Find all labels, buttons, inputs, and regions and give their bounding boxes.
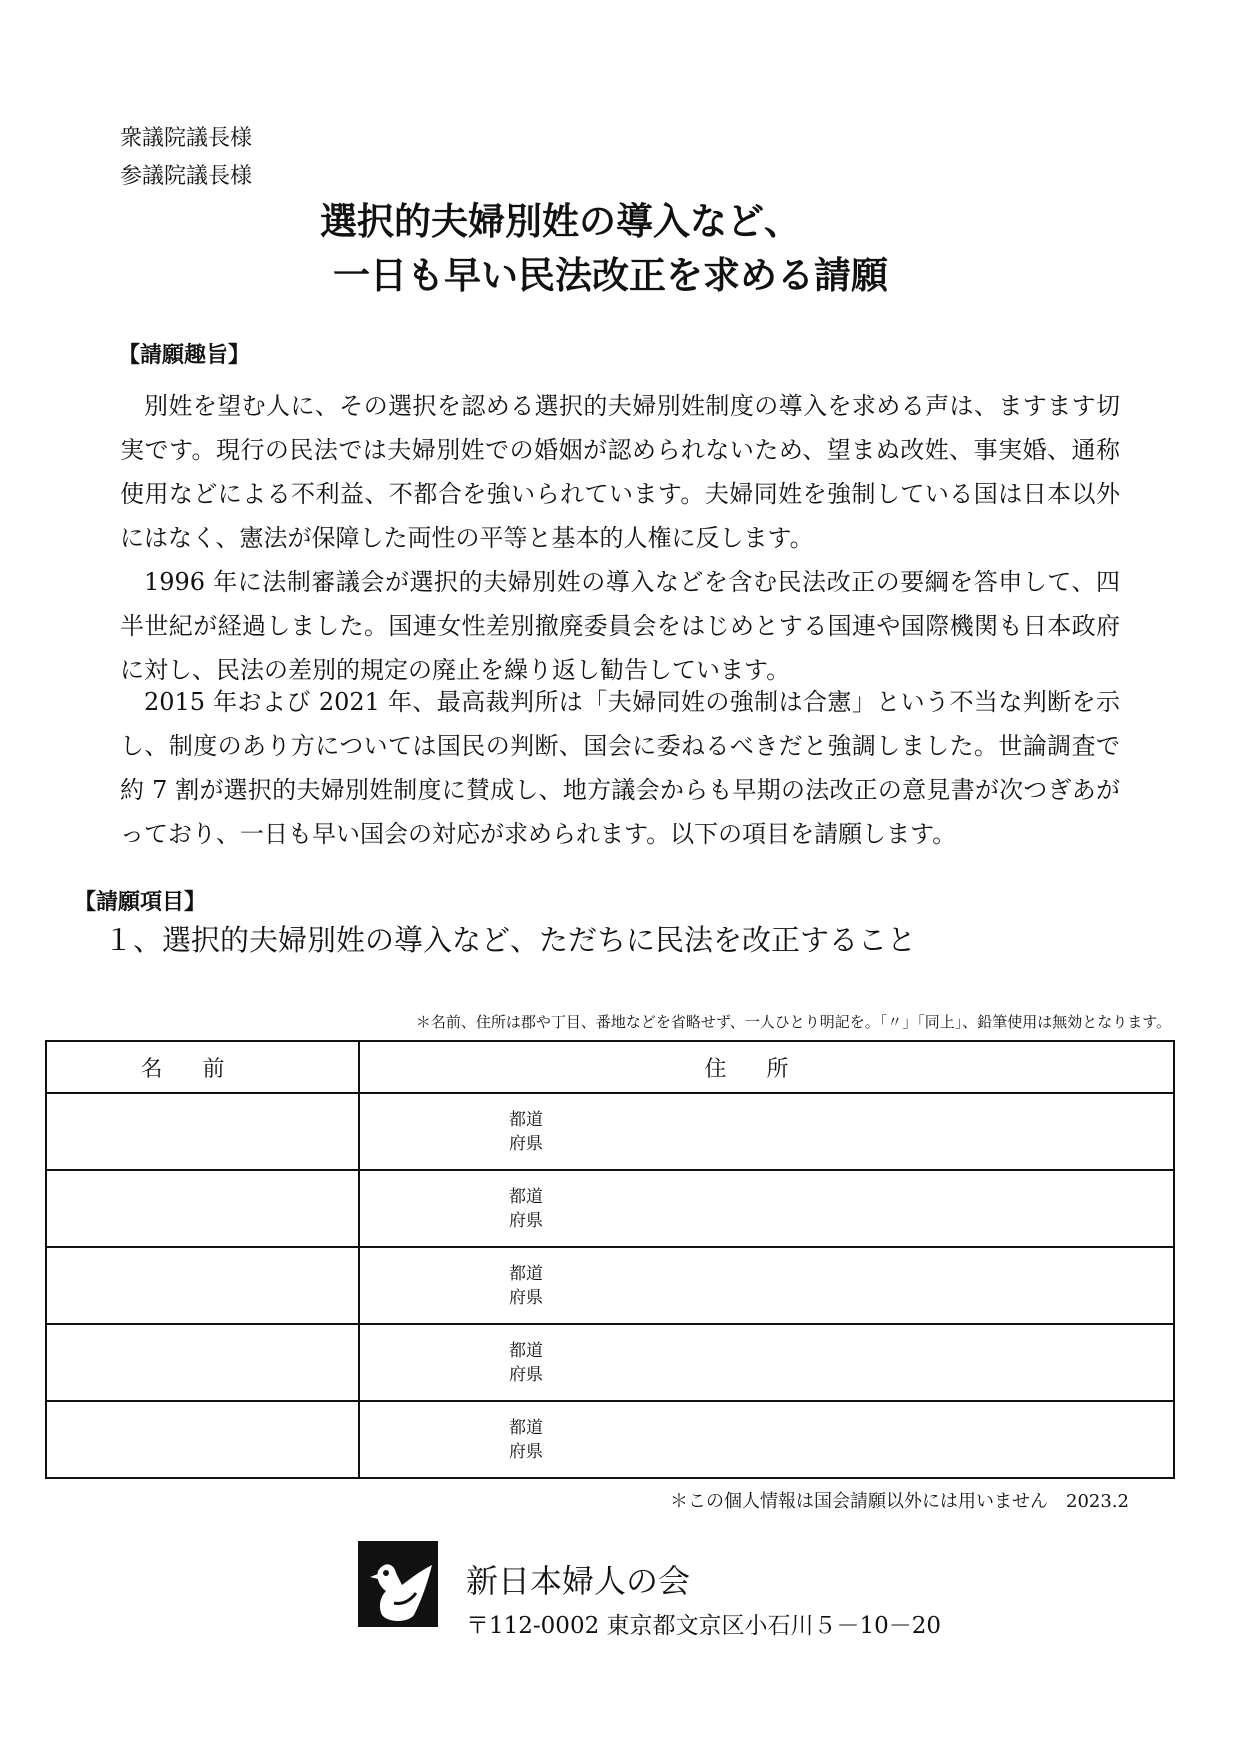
prefecture-label: 都道 府県: [509, 1109, 543, 1154]
address-cell[interactable]: [359, 1170, 1174, 1247]
name-cell[interactable]: [46, 1401, 359, 1478]
petition-item: １、選択的夫婦別姓の導入など、ただちに民法を改正すること: [104, 923, 917, 957]
addressee-house-of-councillors: 参議院議長様: [120, 164, 253, 189]
purpose-paragraph: 別姓を望む人に、その選択を認める選択的夫婦別姓制度の導入を求める声は、ますます切実です。現行の民法では夫婦別姓での婚姻が認められないため、望まぬ改姓、事実婚、通称使用などによる不利益、不都合を強いられています。夫婦同姓を強制している国は日本以外にはなく、憲法が保障した両性の平等と基本的人権に反します。: [120, 392, 1120, 552]
organization-address: 〒112-0002 東京都文京区小石川５－10－20: [466, 1613, 942, 1639]
address-cell[interactable]: [359, 1324, 1174, 1401]
address-column-header: 住所: [359, 1041, 1174, 1093]
name-cell[interactable]: [46, 1170, 359, 1247]
address-cell[interactable]: [359, 1401, 1174, 1478]
prefecture-label: 都道 府県: [509, 1186, 543, 1231]
signature-row: [46, 1247, 1174, 1324]
purpose-paragraph: 1996 年に法制審議会が選択的夫婦別姓の導入などを含む民法改正の要綱を答申して、四半世紀が経過しました。国連女性差別撤廃委員会をはじめとする国連や国際機関も日本政府に対し、民法の差別的規定の廃止を繰り返し勧告しています。: [120, 568, 1120, 684]
page-title-line1: 選択的夫婦別姓の導入など、: [320, 200, 801, 243]
organization-logo: [358, 1541, 438, 1627]
page-title-line2: 一日も早い民法改正を求める請願: [333, 254, 888, 297]
name-cell[interactable]: [46, 1324, 359, 1401]
address-cell[interactable]: [359, 1247, 1174, 1324]
items-heading: 【請願項目】: [74, 890, 207, 915]
name-cell[interactable]: [46, 1247, 359, 1324]
signature-row: [46, 1401, 1174, 1478]
table-instruction-note: ＊名前、住所は郡や丁目、番地などを省略せず、一人ひとり明記を。「〃」「同上」、鉛筆使用は無効となります。: [415, 1013, 1171, 1031]
signature-table: [45, 1040, 1175, 1479]
prefecture-label: 都道 府県: [509, 1340, 543, 1385]
signature-row: [46, 1324, 1174, 1401]
purpose-heading: 【請願趣旨】: [118, 343, 251, 368]
prefecture-label: 都道 府県: [509, 1263, 543, 1308]
signature-table-header: [46, 1041, 1174, 1093]
organization-name: 新日本婦人の会: [466, 1562, 691, 1600]
prefecture-label: 都道 府県: [509, 1417, 543, 1462]
name-cell[interactable]: [46, 1093, 359, 1170]
privacy-note: ＊この個人情報は国会請願以外には用いません 2023.2: [670, 1491, 1129, 1512]
name-column-header: 名前: [46, 1041, 359, 1093]
purpose-paragraph: 2015 年および 2021 年、最高裁判所は「夫婦同姓の強制は合憲」という不当な判断を示し、制度のあり方については国民の判断、国会に委ねるべきだと強調しました。世論調査で約 7 割が選択的夫婦別姓制度に賛成し、地方議会からも早期の法改正の意見書が次つぎあがっており、一日も早い国会の対応が求められます。以下の項目を請願します。: [120, 688, 1120, 848]
addressee-house-of-representatives: 衆議院議長様: [120, 126, 253, 151]
signature-row: [46, 1093, 1174, 1170]
signature-row: [46, 1170, 1174, 1247]
address-cell[interactable]: [359, 1093, 1174, 1170]
